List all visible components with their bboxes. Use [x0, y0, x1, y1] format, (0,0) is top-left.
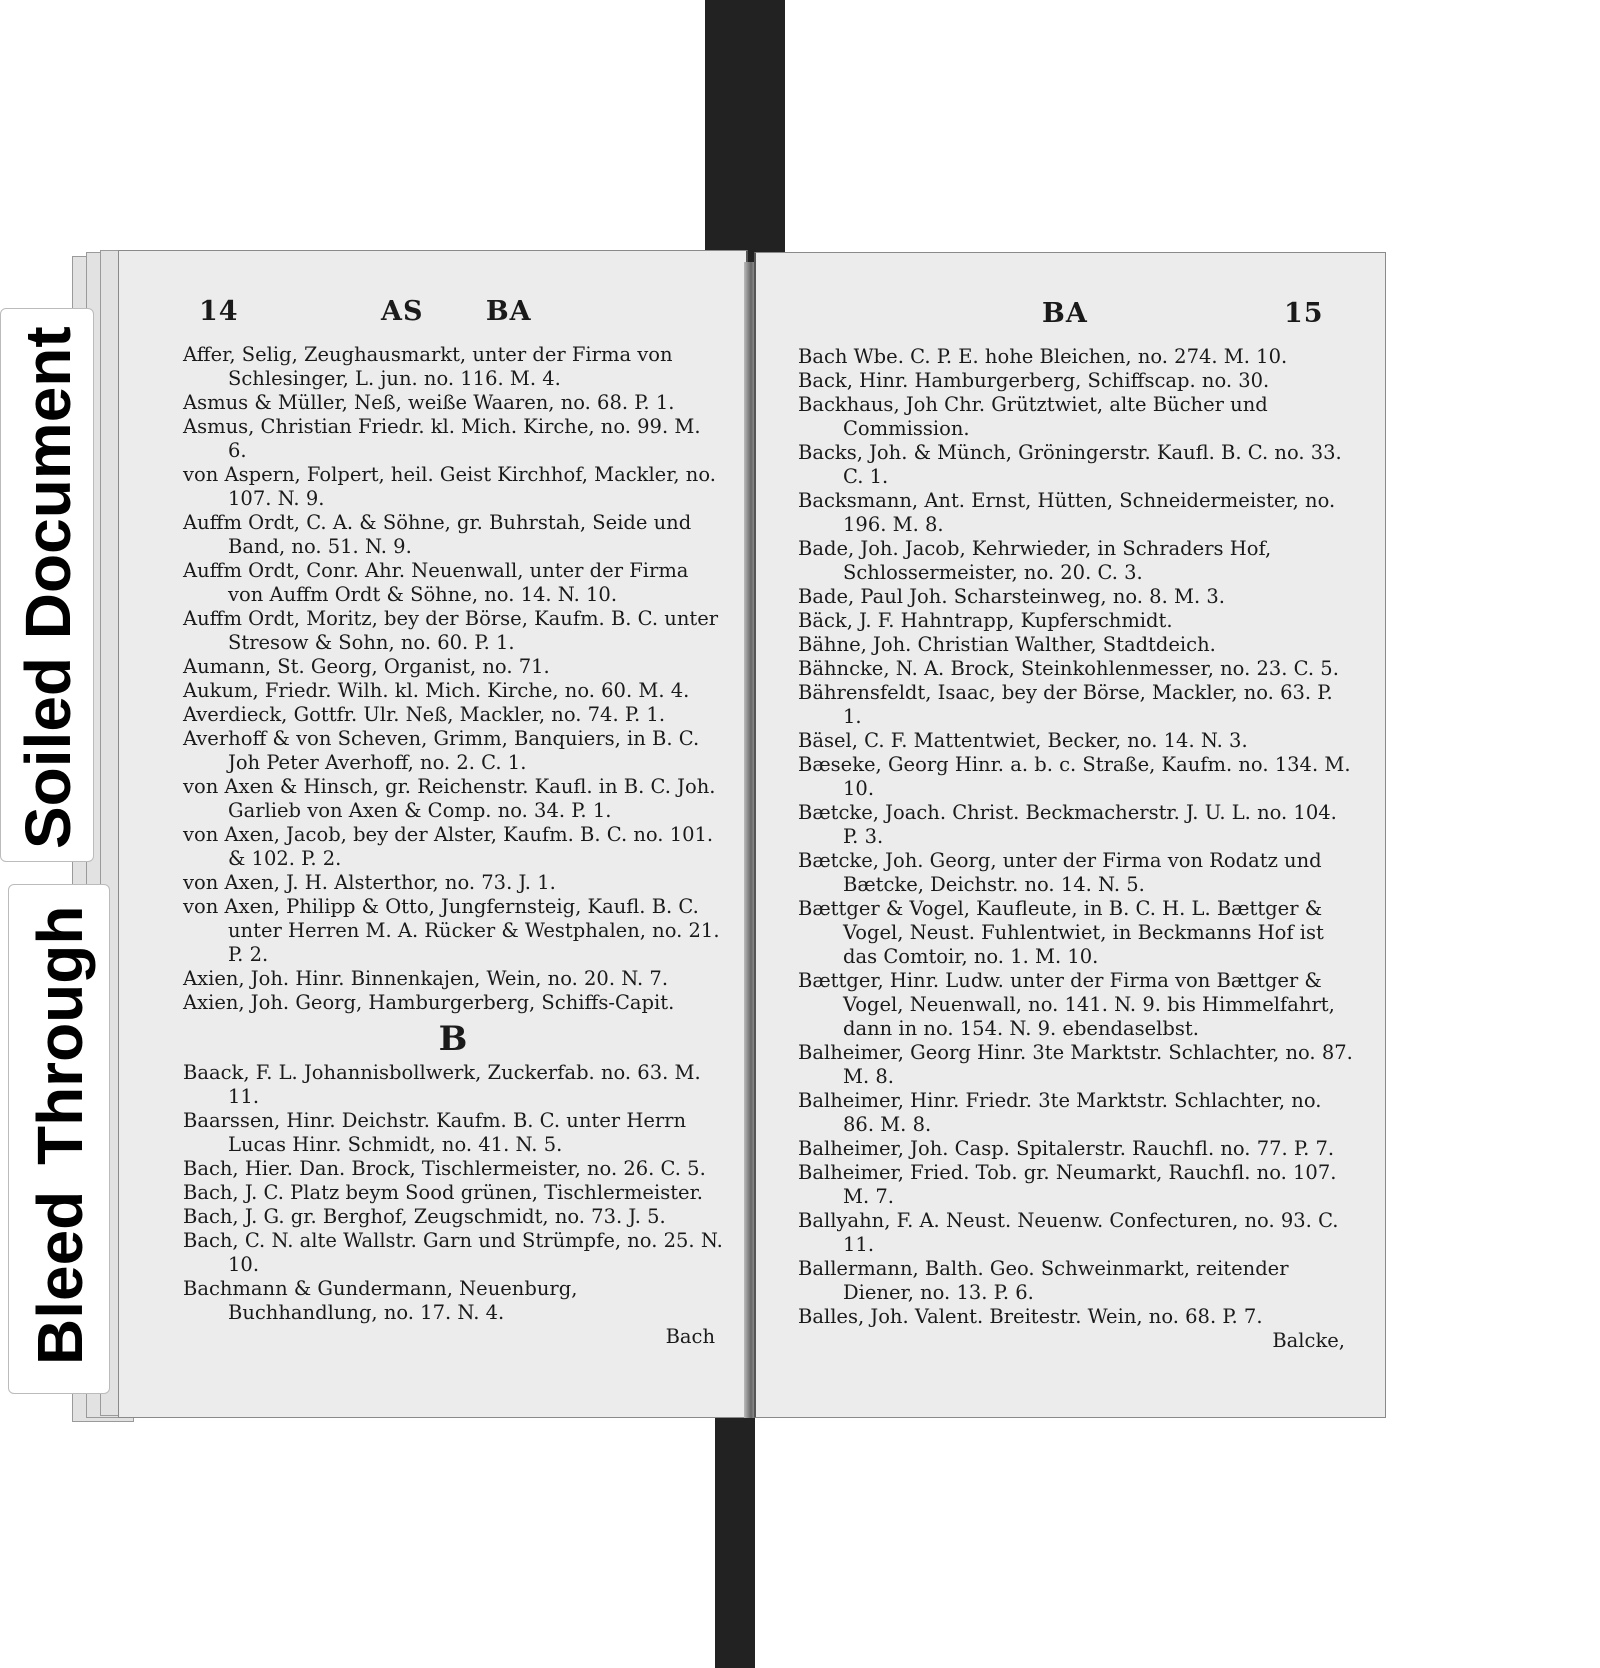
- list-item: Backsmann, Ant. Ernst, Hütten, Schneidermeister, no. 196. M. 8.: [798, 489, 1336, 536]
- list-item: Bach, Hier. Dan. Brock, Tischlermeister, no. 26. C. 5.: [183, 1157, 706, 1180]
- catchword-right: Balcke,: [1272, 1329, 1345, 1352]
- list-item: Bættger, Hinr. Ludw. unter der Firma von Bættger & Vogel, Neuenwall, no. 141. N. 9. bis Himmelfahrt, dann in no. 154. N. 9. ebendaselbst.: [798, 969, 1335, 1040]
- through-text: Through: [24, 905, 96, 1165]
- soiled-document-text: Soiled Document: [12, 326, 84, 849]
- list-item: Bach, C. N. alte Wallstr. Garn und Strümpfe, no. 25. N. 10.: [183, 1229, 723, 1276]
- list-item: Back, Hinr. Hamburgerberg, Schiffscap. no. 30.: [798, 369, 1270, 392]
- list-item: Ballermann, Balth. Geo. Schweinmarkt, reitender Diener, no. 13. P. 6.: [798, 1257, 1289, 1304]
- list-item: Bættger & Vogel, Kaufleute, in B. C. H. L. Bættger & Vogel, Neust. Fuhlentwiet, in Beckmanns Hof ist das Comtoir, no. 1. M. 10.: [798, 897, 1324, 968]
- right-page: [754, 252, 1386, 1418]
- list-item: Balheimer, Hinr. Friedr. 3te Marktstr. Schlachter, no. 86. M. 8.: [798, 1089, 1322, 1136]
- list-item: von Axen & Hinsch, gr. Reichenstr. Kaufl. in B. C. Joh. Garlieb von Axen & Comp. no. 34. P. 1.: [183, 775, 716, 822]
- list-item: Bætcke, Joh. Georg, unter der Firma von Rodatz und Bætcke, Deichstr. no. 14. N. 5.: [798, 849, 1322, 896]
- list-item: Baack, F. L. Johannisbollwerk, Zuckerfab. no. 63. M. 11.: [183, 1061, 701, 1108]
- list-item: Auffm Ordt, C. A. & Söhne, gr. Buhrstah, Seide und Band, no. 51. N. 9.: [183, 511, 692, 558]
- page-number-left: 14: [199, 296, 239, 327]
- list-item: Baarssen, Hinr. Deichstr. Kaufm. B. C. unter Herrn Lucas Hinr. Schmidt, no. 41. N. 5.: [183, 1109, 687, 1156]
- list-item: Averdieck, Gottfr. Ulr. Neß, Mackler, no. 74. P. 1.: [183, 703, 666, 726]
- list-item: Backs, Joh. & Münch, Gröningerstr. Kaufl. B. C. no. 33. C. 1.: [798, 441, 1342, 488]
- left-page: [118, 250, 748, 1418]
- list-item: Aumann, St. Georg, Organist, no. 71.: [183, 655, 550, 678]
- page-number-right: 15: [1284, 298, 1324, 329]
- list-item: Balheimer, Georg Hinr. 3te Marktstr. Schlachter, no. 87. M. 8.: [798, 1041, 1353, 1088]
- list-item: Affer, Selig, Zeughausmarkt, unter der Firma von Schlesinger, L. jun. no. 116. M. 4.: [183, 343, 673, 390]
- list-item: von Axen, Jacob, bey der Alster, Kaufm. B. C. no. 101. & 102. P. 2.: [183, 823, 714, 870]
- list-item: Asmus, Christian Friedr. kl. Mich. Kirche, no. 99. M. 6.: [183, 415, 701, 462]
- section-letter: B: [438, 1019, 468, 1059]
- list-item: Aukum, Friedr. Wilh. kl. Mich. Kirche, no. 60. M. 4.: [183, 679, 690, 702]
- list-item: Balheimer, Joh. Casp. Spitalerstr. Rauchfl. no. 77. P. 7.: [798, 1137, 1335, 1160]
- list-item: Ballyahn, F. A. Neust. Neuenw. Confecturen, no. 93. C. 11.: [798, 1209, 1339, 1256]
- list-item: Bade, Joh. Jacob, Kehrwieder, in Schraders Hof, Schlossermeister, no. 20. C. 3.: [798, 537, 1272, 584]
- list-item: Balheimer, Fried. Tob. gr. Neumarkt, Rauchfl. no. 107. M. 7.: [798, 1161, 1337, 1208]
- list-item: Bade, Paul Joh. Scharsteinweg, no. 8. M. 3.: [798, 585, 1225, 608]
- list-item: Auffm Ordt, Moritz, bey der Börse, Kaufm. B. C. unter Stresow & Sohn, no. 60. P. 1.: [183, 607, 719, 654]
- list-item: Auffm Ordt, Conr. Ahr. Neuenwall, unter der Firma von Auffm Ordt & Söhne, no. 14. N. 10.: [183, 559, 689, 606]
- list-item: Bachmann & Gundermann, Neuenburg, Buchhandlung, no. 17. N. 4.: [183, 1277, 578, 1324]
- list-item: Bähne, Joh. Christian Walther, Stadtdeich.: [798, 633, 1216, 656]
- page-header-left: AS BA: [381, 296, 532, 327]
- list-item: Axien, Joh. Georg, Hamburgerberg, Schiffs-Capit.: [183, 991, 675, 1014]
- list-item: Averhoff & von Scheven, Grimm, Banquiers, in B. C. Joh Peter Averhoff, no. 2. C. 1.: [183, 727, 700, 774]
- list-item: von Axen, Philipp & Otto, Jungfernsteig, Kaufl. B. C. unter Herren M. A. Rücker & Westphalen, no. 21. P. 2.: [183, 895, 720, 966]
- list-item: Asmus & Müller, Neß, weiße Waaren, no. 68. P. 1.: [183, 391, 675, 414]
- list-item: Bach, J. G. gr. Berghof, Zeugschmidt, no. 73. J. 5.: [183, 1205, 666, 1228]
- list-item: Bäck, J. F. Hahntrapp, Kupferschmidt.: [798, 609, 1173, 632]
- list-item: Axien, Joh. Hinr. Binnenkajen, Wein, no. 20. N. 7.: [183, 967, 669, 990]
- list-item: Bæseke, Georg Hinr. a. b. c. Straße, Kaufm. no. 134. M. 10.: [798, 753, 1351, 800]
- list-item: von Axen, J. H. Alsterthor, no. 73. J. 1.: [183, 871, 556, 894]
- list-item: Backhaus, Joh Chr. Grütztwiet, alte Bücher und Commission.: [798, 393, 1268, 440]
- list-item: Bach Wbe. C. P. E. hohe Bleichen, no. 274. M. 10.: [798, 345, 1288, 368]
- entries-left: [183, 343, 723, 1349]
- catchword-left: Bach: [665, 1325, 715, 1348]
- list-item: Bach, J. C. Platz beym Sood grünen, Tischlermeister.: [183, 1181, 703, 1204]
- spine-top: [705, 0, 785, 262]
- bleed-through-label: [8, 884, 110, 1394]
- list-item: Bäsel, C. F. Mattentwiet, Becker, no. 14. N. 3.: [798, 729, 1248, 752]
- list-item: von Aspern, Folpert, heil. Geist Kirchhof, Mackler, no. 107. N. 9.: [183, 463, 716, 510]
- list-item: Bähncke, N. A. Brock, Steinkohlenmesser, no. 23. C. 5.: [798, 657, 1339, 680]
- list-item: Bährensfeldt, Isaac, bey der Börse, Mackler, no. 63. P. 1.: [798, 681, 1333, 728]
- page-header-right: BA: [1042, 298, 1088, 329]
- spine-bottom: [715, 1418, 755, 1668]
- list-item: Balles, Joh. Valent. Breitestr. Wein, no. 68. P. 7.: [798, 1305, 1263, 1328]
- entries-right: [798, 345, 1353, 1353]
- bleed-text: Bleed: [24, 1190, 96, 1365]
- list-item: Bætcke, Joach. Christ. Beckmacherstr. J. U. L. no. 104. P. 3.: [798, 801, 1337, 848]
- soiled-document-label: [0, 308, 94, 862]
